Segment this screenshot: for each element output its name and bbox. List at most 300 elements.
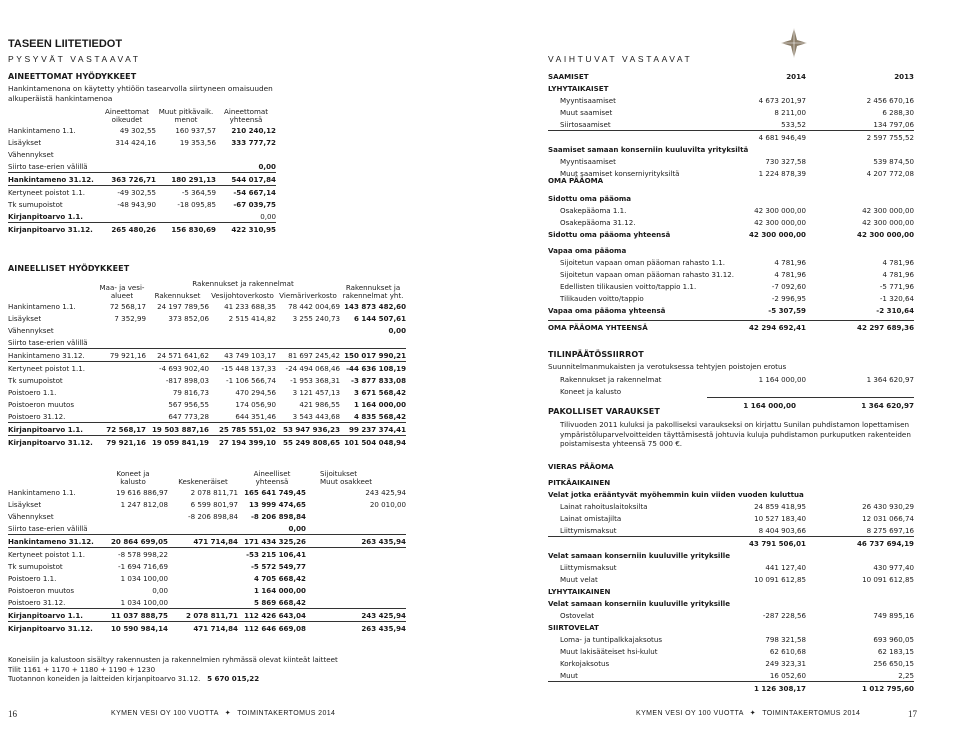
liabilities-heading: VIERAS PÄÄOMA <box>548 461 614 471</box>
free-equity-label: Vapaa oma pääoma <box>548 245 627 255</box>
footer-text: KYMEN VESI OY 100 VUOTTA ✦ TOIMINTAKERTOMUS 2014 <box>636 710 861 717</box>
row-label: Lisäykset <box>8 313 42 323</box>
table-row <box>8 312 406 324</box>
note-line: Hankintamenona on käytetty yhtiöön tasearvolla siirtyneen omaisuuden <box>8 84 273 93</box>
cell-value: 49 302,55 <box>119 125 156 135</box>
cell-value <box>98 210 156 223</box>
cell-value: 798 321,58 <box>765 634 806 644</box>
cell-value: 1 034 100,00 <box>120 573 168 583</box>
row-label <box>548 537 748 550</box>
row-label: Poistoero 31.12. <box>8 411 66 421</box>
cell-value: -5 307,59 <box>768 305 806 315</box>
equity-heading: OMA PÄÄOMA <box>548 175 604 185</box>
row-label: Koneet ja kalusto <box>560 386 622 396</box>
table-row <box>548 500 914 512</box>
cell-value: 112 646 669,08 <box>238 622 306 635</box>
cell-value: 4 781,96 <box>882 269 915 279</box>
cell-value: 43 749 103,17 <box>209 349 276 362</box>
cell-value: -1 106 566,74 <box>226 375 276 385</box>
cell-value: 263 435,94 <box>306 622 406 635</box>
page-number: 16 <box>8 709 17 719</box>
cell-value <box>710 385 806 397</box>
cell-value <box>146 324 209 336</box>
row-label: Muut <box>560 670 578 680</box>
cell-value: 1 164 000,00 <box>353 399 407 409</box>
cell-value: 6 599 801,97 <box>190 499 238 509</box>
row-label: Lainat rahoituslaitoksilta <box>560 501 648 511</box>
table-row <box>8 486 406 498</box>
cell-value: 8 275 697,16 <box>866 525 914 535</box>
table-row <box>548 524 914 537</box>
row-label: Hankintameno 31.12. <box>8 349 98 362</box>
table-row <box>8 160 276 173</box>
note-line: poistamisesta yhteensä 75 000 €. <box>560 439 683 448</box>
table-row <box>548 561 914 573</box>
table-row <box>548 256 914 268</box>
cell-value: 363 726,71 <box>98 173 156 186</box>
cell-value <box>98 362 146 375</box>
table-row <box>8 596 406 609</box>
table-row <box>548 609 914 621</box>
cell-value: -24 494 068,46 <box>276 362 340 375</box>
cell-value: -5 572 549,77 <box>250 561 306 571</box>
cell-value: 160 937,57 <box>175 125 216 135</box>
row-label <box>548 682 748 695</box>
table-row <box>548 633 914 645</box>
cell-value <box>98 148 156 160</box>
tangible-table <box>8 276 406 448</box>
cell-value <box>98 410 146 423</box>
cell-value: 42 300 000,00 <box>749 229 806 239</box>
accruals-label: SIIRTOVELAT <box>548 622 599 632</box>
cell-value: -54 667,14 <box>216 186 276 199</box>
cell-value: 99 237 374,41 <box>340 423 406 436</box>
cell-value: 210 240,12 <box>231 125 276 135</box>
cell-value: 25 785 551,02 <box>209 423 276 436</box>
cell-value: 24 197 789,56 <box>157 301 209 311</box>
row-label: Hankintameno 31.12. <box>8 535 98 548</box>
row-label: Tilikauden voitto/tappio <box>560 293 644 303</box>
cell-value: 43 791 506,01 <box>749 538 806 548</box>
row-label: Ostovelat <box>560 610 595 620</box>
page-title: TASEEN LIITETIEDOT <box>8 38 123 50</box>
cell-value: 4 781,96 <box>774 257 806 267</box>
cell-value: 10 091 612,85 <box>754 574 806 584</box>
cell-value: 42 300 000,00 <box>754 205 806 215</box>
cell-value: -817 898,03 <box>165 375 209 385</box>
table-row <box>548 155 914 167</box>
cell-value: 12 031 066,74 <box>862 513 914 523</box>
cell-value: 8 211,00 <box>774 107 806 117</box>
col-header: Maa- ja vesi- alueet <box>99 283 145 300</box>
cell-value: 265 480,26 <box>98 223 156 236</box>
cell-value: 10 091 612,85 <box>862 574 914 584</box>
cell-value: 143 873 482,60 <box>344 301 407 311</box>
cell-value: 10 590 984,14 <box>98 622 168 635</box>
cell-value: 3 543 443,68 <box>292 411 341 421</box>
row-label: Hankintameno 1.1. <box>8 301 76 311</box>
col-header: Keskeneräiset <box>178 477 228 486</box>
cell-value: -67 039,75 <box>233 199 276 209</box>
row-label: Poistoero 1.1. <box>8 387 57 397</box>
cell-value <box>276 336 340 349</box>
cell-value: 4 781,96 <box>882 257 915 267</box>
cell-value: 5 869 668,42 <box>253 597 306 607</box>
table-row <box>8 423 406 436</box>
cell-value <box>306 560 406 572</box>
cell-value: -2 996,95 <box>771 293 806 303</box>
row-label: Siirto tase-erien välillä <box>8 523 88 533</box>
cell-value: -48 943,90 <box>117 199 156 209</box>
cell-value: 441 127,40 <box>765 562 806 572</box>
cell-value: 180 291,13 <box>156 173 216 186</box>
cell-value <box>156 148 216 160</box>
table-row <box>548 645 914 657</box>
row-label: Kirjanpitoarvo 31.12. <box>8 622 98 635</box>
cell-value <box>209 336 276 349</box>
cell-value <box>98 510 168 522</box>
cell-value: -18 095,85 <box>177 199 216 209</box>
col-header: Rakennukset ja rakennelmat yht. <box>342 283 404 300</box>
cell-value: -5 771,96 <box>879 281 915 291</box>
row-label: Sidottu oma pääoma yhteensä <box>548 229 671 239</box>
row-label: Siirto tase-erien välillä <box>8 337 88 347</box>
row-label: Kirjanpitoarvo 1.1. <box>8 423 98 436</box>
cell-value: -8 206 898,84 <box>188 511 238 521</box>
compass-star-icon <box>781 28 807 58</box>
short-term-liab-label: LYHYTAIKAINEN <box>548 586 611 596</box>
cell-value: 13 999 474,65 <box>249 499 306 509</box>
row-label: Tk sumupoistot <box>8 375 63 385</box>
cell-value <box>306 584 406 596</box>
cell-value: 26 430 930,29 <box>862 501 914 511</box>
table-row <box>8 124 276 136</box>
row-label: Sijoitetun vapaan oman pääoman rahasto 31.12. <box>560 269 735 279</box>
cell-value <box>168 572 238 584</box>
star-icon: ✦ <box>224 710 231 717</box>
receivables-heading: SAAMISET <box>548 71 589 81</box>
cell-value: 2 078 811,71 <box>190 487 238 497</box>
cell-value <box>168 596 238 609</box>
cell-value: 749 895,16 <box>873 610 914 620</box>
table-row <box>8 572 406 584</box>
cell-value: -5 364,59 <box>156 186 216 199</box>
cell-value: 730 327,58 <box>765 156 806 166</box>
cell-value <box>168 548 238 561</box>
cell-value: 62 183,15 <box>877 646 914 656</box>
cell-value: -8 206 898,84 <box>250 511 306 521</box>
cell-value: 79 816,73 <box>172 387 209 397</box>
year-2013: 2013 <box>894 71 914 81</box>
cell-value <box>306 548 406 561</box>
cell-value <box>276 324 340 336</box>
table-row <box>8 560 406 572</box>
cell-value: 2,25 <box>898 670 914 680</box>
cell-value: 373 852,06 <box>168 313 209 323</box>
star-icon: ✦ <box>749 710 756 717</box>
closing-table <box>560 373 914 397</box>
group-label: Saamiset samaan konserniin kuuluvilta yrityksiltä <box>548 144 749 154</box>
table-row <box>548 268 914 280</box>
cell-value <box>98 522 168 535</box>
row-label: Hankintameno 1.1. <box>8 125 76 135</box>
col-header: Sijoitukset Muut osakkeet <box>320 469 373 486</box>
group-header: Rakennukset ja rakennelmat <box>192 279 294 288</box>
table-row <box>548 216 914 228</box>
cell-value: 42 300 000,00 <box>862 205 915 215</box>
row-label: Kirjanpitoarvo 31.12. <box>8 223 98 236</box>
cell-value: 2 597 755,52 <box>806 131 914 144</box>
provisions-2014: 1 164 000,00 <box>743 401 796 410</box>
cell-value: 4 681 946,49 <box>748 131 806 144</box>
table-row <box>548 573 914 585</box>
table-row <box>548 94 914 106</box>
intangible-heading: AINEETTOMAT HYÖDYKKEET <box>8 72 137 81</box>
restricted-equity-label: Sidottu oma pääoma <box>548 193 632 203</box>
year-2014: 2014 <box>786 71 806 81</box>
cell-value: 1 164 000,00 <box>253 585 306 595</box>
group-label: Velat samaan konserniin kuuluville yrityksille <box>548 550 731 560</box>
cell-value: 11 037 888,75 <box>98 609 168 622</box>
table-row <box>8 148 276 160</box>
table-row <box>8 498 406 510</box>
cell-value: 0,00 <box>260 211 276 221</box>
closing-sub: Suunnitelmanmukaisten ja verotuksessa tehtyjen poistojen erotus <box>548 362 787 371</box>
cell-value: 19 503 887,16 <box>146 423 209 436</box>
cell-value: 19 616 886,97 <box>116 487 168 497</box>
long-term-sub: Velat jotka erääntyvät myöhemmin kuin viiden vuoden kuluttua <box>548 489 804 499</box>
row-label: Siirto tase-erien välillä <box>8 161 88 171</box>
row-label: Tk sumupoistot <box>8 561 63 571</box>
table-row <box>548 657 914 669</box>
cell-value: -4 693 902,40 <box>146 362 209 375</box>
cell-value <box>306 522 406 535</box>
cell-value: -1 320,64 <box>879 293 915 303</box>
footer-text: KYMEN VESI OY 100 VUOTTA ✦ TOIMINTAKERTOMUS 2014 <box>111 710 336 717</box>
cell-value: 243 425,94 <box>306 609 406 622</box>
cell-value <box>306 596 406 609</box>
col-header: Aineettomat yhteensä <box>224 107 268 124</box>
cell-value: 1 224 878,39 <box>758 168 806 178</box>
provisions-heading: PAKOLLISET VARAUKSET <box>548 407 660 416</box>
cell-value: -49 302,55 <box>98 186 156 199</box>
cell-value: 150 017 990,21 <box>340 349 406 362</box>
row-label: Kertyneet poistot 1.1. <box>8 186 98 199</box>
cell-value: 112 426 643,04 <box>238 609 306 622</box>
cell-value: 79 921,16 <box>98 436 146 449</box>
cell-value <box>156 210 216 223</box>
table-row <box>8 548 406 561</box>
cell-value: 249 323,31 <box>765 658 806 668</box>
cell-value: 263 435,94 <box>306 535 406 548</box>
table-row <box>548 118 914 131</box>
cell-value: -7 092,60 <box>771 281 806 291</box>
provisions-2013: 1 364 620,97 <box>861 401 914 410</box>
row-label: Liittymismaksut <box>560 562 617 572</box>
provisions-note <box>560 420 911 449</box>
cell-value <box>216 148 276 160</box>
table-row <box>8 324 406 336</box>
table-row <box>8 136 276 148</box>
cell-value: 644 351,46 <box>235 411 276 421</box>
col-header: Rakennukset <box>154 291 201 300</box>
cell-value: -44 636 108,19 <box>340 362 406 375</box>
table-row <box>8 609 406 622</box>
cell-value: 3 121 457,13 <box>292 387 341 397</box>
cell-value: 10 527 183,40 <box>754 513 806 523</box>
row-label: Loma- ja tuntipalkkajaksotus <box>560 634 663 644</box>
table-row <box>8 436 406 449</box>
intangible-table <box>8 108 276 235</box>
group-label: Velat samaan konserniin kuuluville yrityksille <box>548 598 731 608</box>
cell-value: 2 078 811,71 <box>168 609 238 622</box>
cell-value <box>98 374 146 386</box>
row-label: Kertyneet poistot 1.1. <box>8 548 98 561</box>
table-row <box>8 223 276 236</box>
cell-value <box>156 160 216 173</box>
cell-value: 6 288,30 <box>882 107 914 117</box>
cell-value: 174 056,90 <box>235 399 276 409</box>
footnote <box>8 655 338 684</box>
row-label: Muut saamiset konserniyrityksiltä <box>560 168 680 178</box>
row-label: Osakepääoma 1.1. <box>560 205 627 215</box>
note-line: Tilivuoden 2011 kuluksi ja pakolliseksi varaukseksi on kirjattu Sunilan puhdistamon lopettamisen <box>560 420 910 429</box>
cell-value: 24 571 641,62 <box>146 349 209 362</box>
cell-value: 24 859 418,95 <box>754 501 806 511</box>
cell-value: 4 705 668,42 <box>253 573 306 583</box>
short-term-label: LYHYTAIKAISET <box>548 83 609 93</box>
cell-value <box>209 324 276 336</box>
table-row <box>548 204 914 216</box>
cell-value: 256 650,15 <box>873 658 914 668</box>
table-row <box>8 522 406 535</box>
cell-value <box>806 385 914 397</box>
row-label: Vähennykset <box>8 149 54 159</box>
cell-value <box>98 398 146 410</box>
cell-value: 4 835 568,42 <box>353 411 407 421</box>
table-row <box>8 584 406 596</box>
row-label: Muut saamiset <box>560 107 613 117</box>
row-label: Kertyneet poistot 1.1. <box>8 362 98 375</box>
equity-table <box>548 174 914 333</box>
cell-value: 314 424,16 <box>115 137 156 147</box>
cell-value: 2 456 670,16 <box>866 95 914 105</box>
row-label: Vapaa oma pääoma yhteensä <box>548 305 666 315</box>
col-header: Viemäriverkosto <box>279 291 337 300</box>
cell-value: 156 830,69 <box>156 223 216 236</box>
cell-value: 3 671 568,42 <box>353 387 407 397</box>
cell-value: 693 960,05 <box>873 634 914 644</box>
row-label: Edellisten tilikausien voitto/tappio 1.1. <box>560 281 697 291</box>
row-label: Siirtosaamiset <box>560 119 611 129</box>
section-subtitle: VAIHTUVAT VASTAAVAT <box>548 54 693 64</box>
cell-value: 421 986,55 <box>299 399 341 409</box>
row-label: Myyntisaamiset <box>560 95 616 105</box>
col-header: Aineettomat oikeudet <box>105 107 149 124</box>
table-row <box>548 682 914 695</box>
col-header: Vesijohtoverkosto <box>211 291 274 300</box>
long-term-label: PITKÄAIKAINEN <box>548 477 611 487</box>
receivables-table <box>548 70 914 179</box>
row-label: Hankintameno 1.1. <box>8 487 76 497</box>
row-label: Kirjanpitoarvo 1.1. <box>8 211 83 221</box>
cell-value: 6 144 507,61 <box>353 313 407 323</box>
cell-value: 471 714,84 <box>168 535 238 548</box>
table-row <box>8 535 406 548</box>
cell-value: 430 977,40 <box>873 562 914 572</box>
machinery-table <box>8 470 406 634</box>
cell-value: 42 300 000,00 <box>862 217 915 227</box>
closing-heading: TILINPÄÄTÖSSIIRROT <box>548 350 644 359</box>
cell-value: 1 247 812,08 <box>120 499 168 509</box>
table-row <box>548 304 914 316</box>
cell-value: 544 017,84 <box>216 173 276 186</box>
cell-value: 171 434 325,26 <box>238 535 306 548</box>
table-row <box>8 336 406 349</box>
cell-value: 81 697 245,42 <box>276 349 340 362</box>
equity-total-2014: 42 294 692,41 <box>749 322 806 332</box>
cell-value: 46 737 694,19 <box>806 537 914 550</box>
cell-value: 243 425,94 <box>365 487 406 497</box>
row-label: Hankintameno 31.12. <box>8 173 98 186</box>
table-row <box>8 398 406 410</box>
equity-total-label: OMA PÄÄOMA YHTEENSÄ <box>548 321 748 334</box>
cell-value <box>306 572 406 584</box>
cell-value: 42 300 000,00 <box>857 229 915 239</box>
cell-value: 20 864 699,05 <box>98 535 168 548</box>
row-label: Poistoeron muutos <box>8 585 75 595</box>
cell-value: -8 578 998,22 <box>98 548 168 561</box>
cell-value: 78 442 004,69 <box>288 301 341 311</box>
cell-value: 79 921,16 <box>98 349 146 362</box>
cell-value: 1 034 100,00 <box>120 597 168 607</box>
cell-value: -15 448 137,33 <box>209 362 276 375</box>
cell-value <box>306 510 406 522</box>
cell-value: -287 228,56 <box>762 610 806 620</box>
row-label: Lisäykset <box>8 499 42 509</box>
row-label <box>548 131 748 144</box>
row-label: Vähennykset <box>8 325 54 335</box>
table-row <box>548 512 914 524</box>
cell-value: 1 012 795,60 <box>806 682 914 695</box>
cell-value: -1 694 716,69 <box>118 561 168 571</box>
cell-value <box>168 522 238 535</box>
row-label: Vähennykset <box>8 511 54 521</box>
cell-value: 0,00 <box>288 523 306 533</box>
cell-value: -3 877 833,08 <box>351 375 407 385</box>
tangible-heading: AINEELLISET HYÖDYKKEET <box>8 264 130 273</box>
table-row <box>8 386 406 398</box>
cell-value: 1 126 308,17 <box>748 682 806 695</box>
cell-value: 471 714,84 <box>168 622 238 635</box>
table-row <box>560 373 914 385</box>
row-label: Myyntisaamiset <box>560 156 616 166</box>
row-label: Poistoero 31.12. <box>8 597 66 607</box>
note-line: alkuperäistä hankintamenoa <box>8 94 113 103</box>
cell-value: -2 310,64 <box>876 305 915 315</box>
cell-value <box>98 160 156 173</box>
cell-value: 134 797,06 <box>873 119 914 129</box>
cell-value <box>98 324 146 336</box>
footnote-line: Tilit 1161 + 1170 + 1180 + 1190 + 1230 <box>8 664 156 674</box>
cell-value: 1 164 000,00 <box>758 374 806 384</box>
intangible-note <box>8 84 273 104</box>
cell-value: 567 956,55 <box>168 399 209 409</box>
table-row <box>548 292 914 304</box>
table-row <box>8 198 276 210</box>
table-row <box>8 186 276 199</box>
col-header: Aineelliset yhteensä <box>253 469 291 486</box>
